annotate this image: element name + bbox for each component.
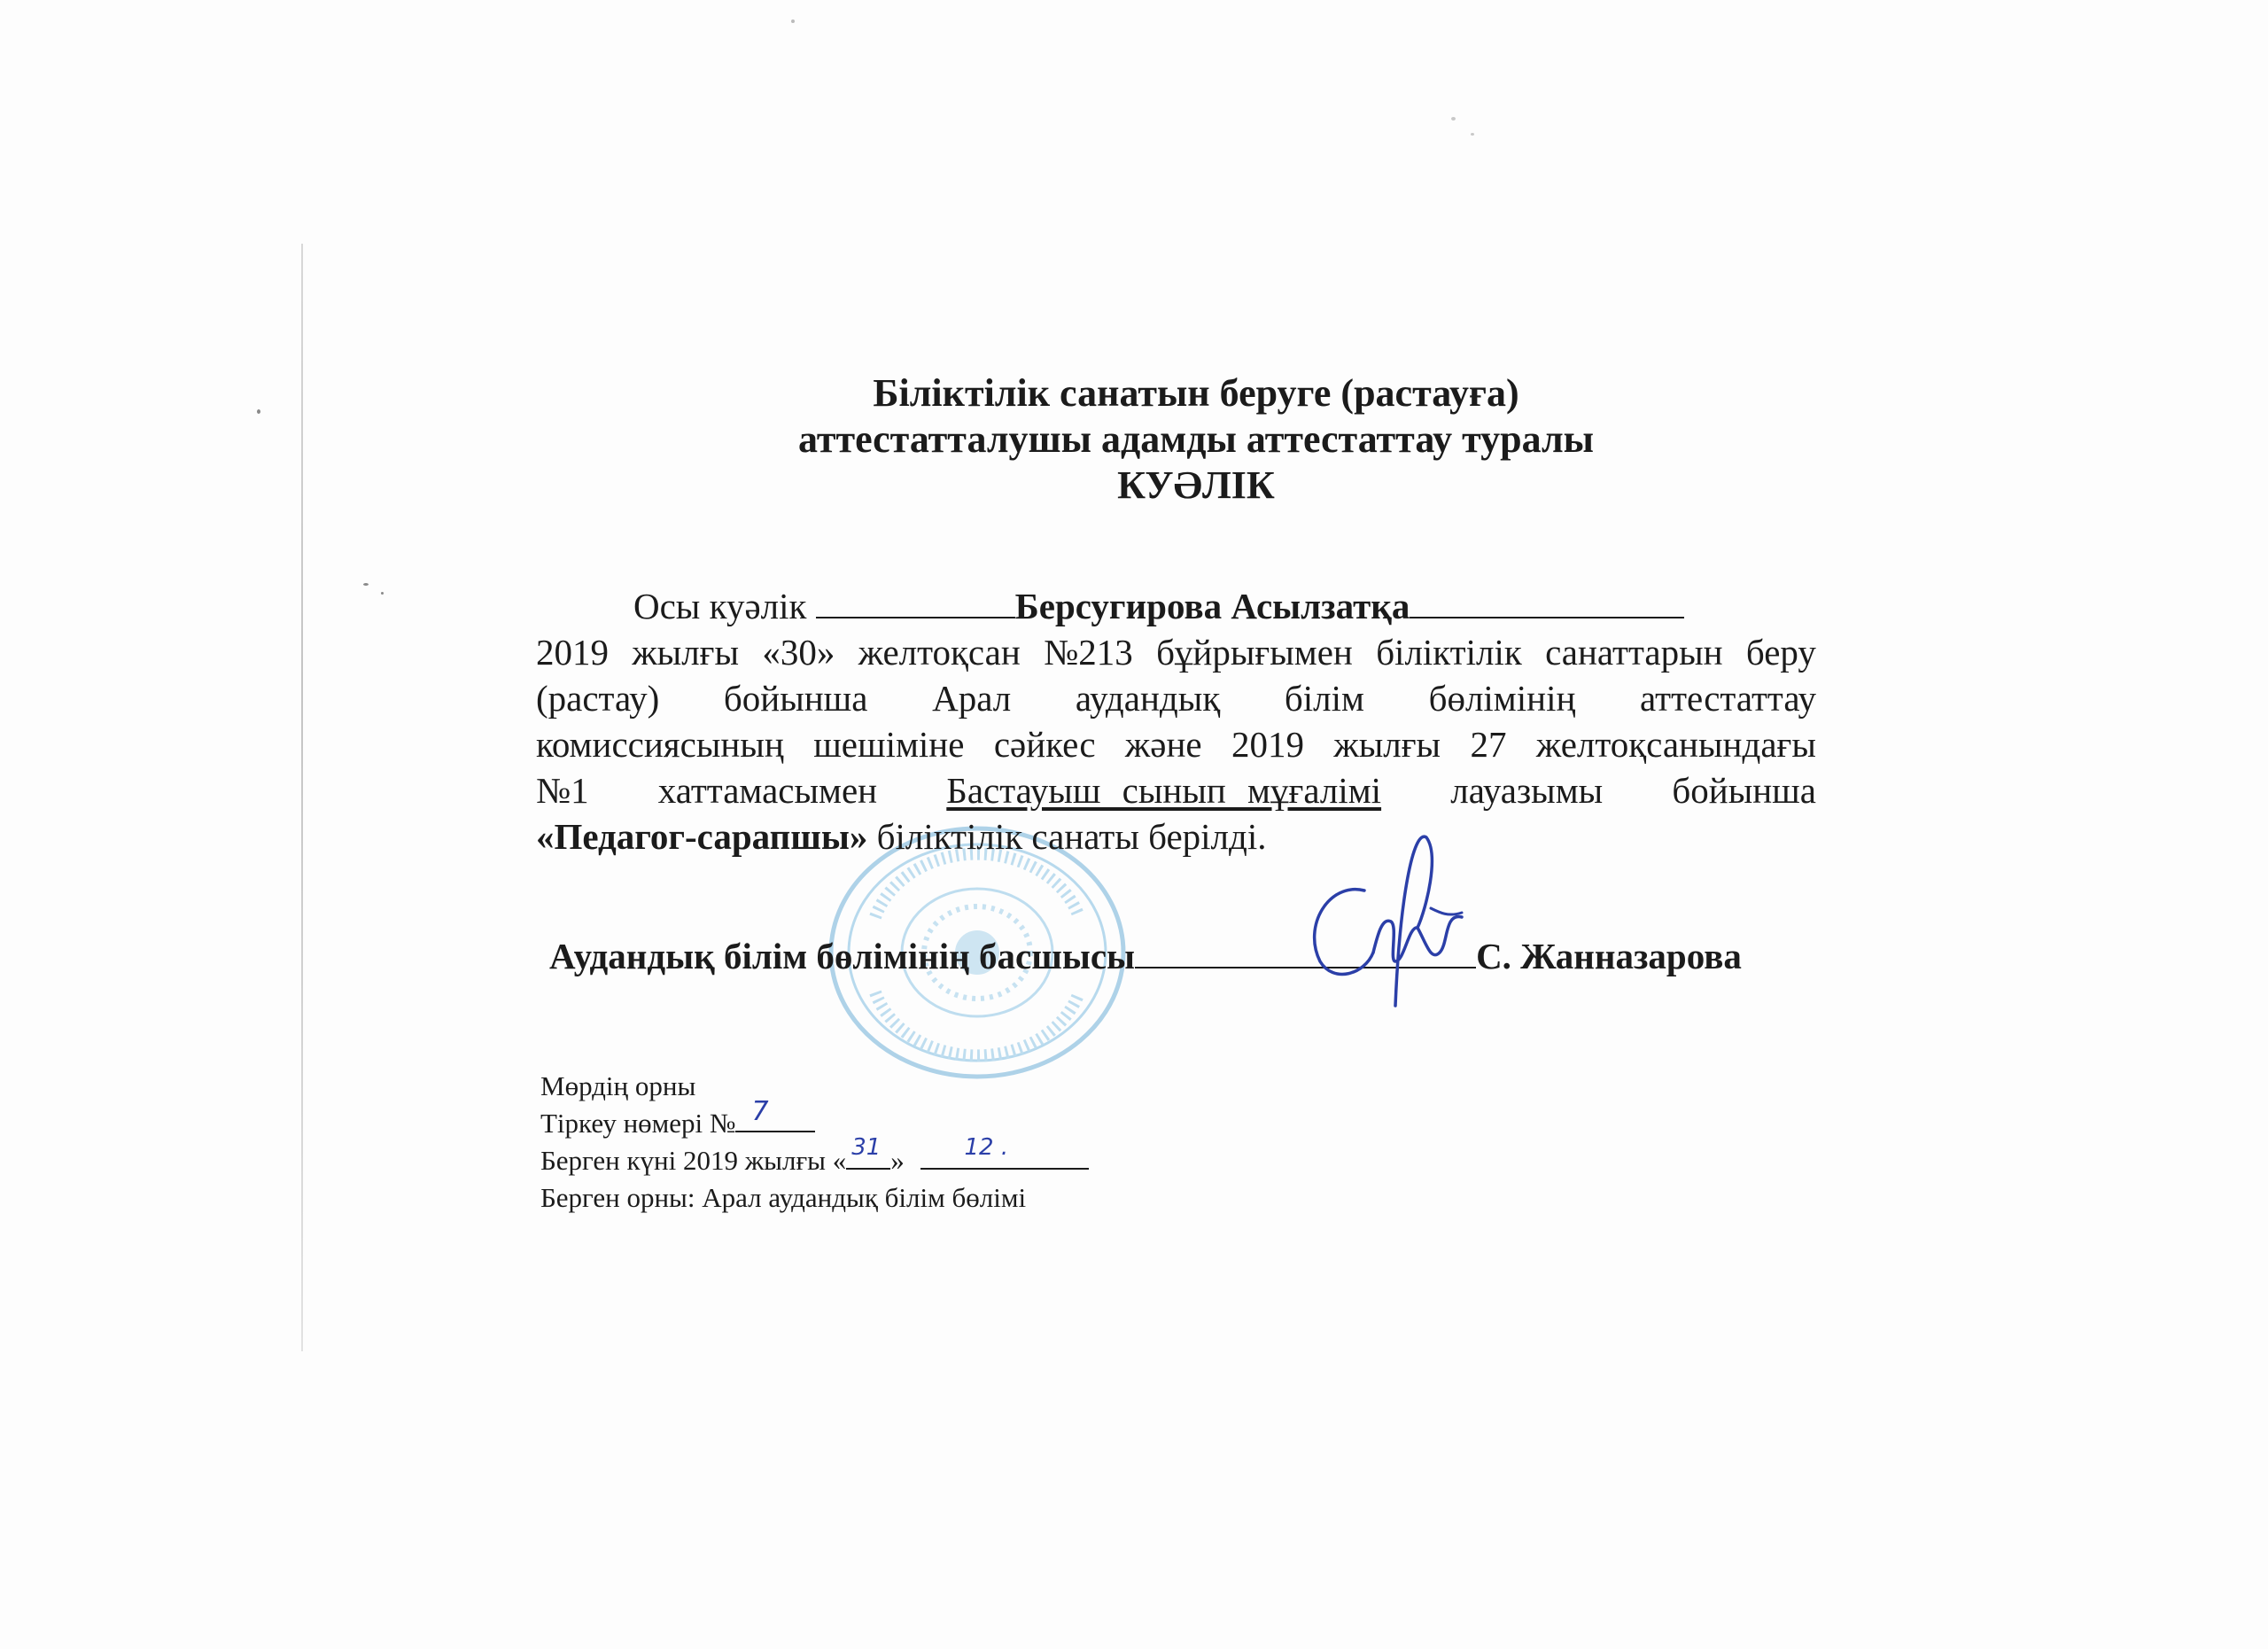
issue-date-label: Берген күні 2019 жылғы «: [540, 1145, 847, 1176]
word: және: [1124, 724, 1202, 765]
word: хаттамасымен: [657, 770, 878, 811]
word: шешіміне: [813, 724, 965, 765]
scan-speck: [381, 592, 384, 595]
issue-date-quote: »: [890, 1145, 905, 1176]
issue-date-row: [540, 1134, 1089, 1179]
body-line-1: [536, 583, 1816, 629]
word: бұйрығымен: [1156, 632, 1353, 673]
signature-row: [549, 935, 1742, 977]
body-line-2: [536, 629, 1816, 675]
word: аттестаттау: [1640, 678, 1816, 719]
scan-speck: [791, 19, 795, 23]
word: санаттарын: [1545, 632, 1723, 673]
qualification-category: «Педагог-сарапшы»: [536, 816, 868, 857]
issue-place: Берген орны: Арал аудандық білім бөлімі: [540, 1182, 1027, 1213]
issue-day: 31: [851, 1134, 882, 1161]
word: жылғы: [1333, 724, 1441, 765]
body-line-3: [536, 675, 1816, 721]
page-margin-line: [301, 244, 303, 1351]
word: №1: [536, 770, 589, 811]
signatory-name: С. Жанназарова: [1476, 936, 1742, 976]
body-line-5: [536, 767, 1816, 813]
scan-speck: [1451, 117, 1456, 121]
certificate-body: [536, 583, 1816, 860]
word: лауазымы: [1450, 770, 1604, 811]
word: бойынша: [1672, 770, 1816, 811]
word: бойынша: [723, 678, 868, 719]
signatory-role: Аудандық білім бөлімінің басшысы: [549, 936, 1136, 976]
intro-text: Осы куәлік: [633, 586, 807, 626]
issue-day-blank: [846, 1134, 890, 1170]
word: 27: [1470, 724, 1507, 765]
issue-month-blank: [920, 1134, 1089, 1170]
title-line-2: аттестатталушы адамды аттестаттау туралы: [797, 417, 1595, 461]
registration-number-blank: [735, 1096, 815, 1132]
word: желтоқсанындағы: [1535, 724, 1816, 765]
word: сәйкес: [993, 724, 1096, 765]
word: беру: [1745, 632, 1816, 673]
word: білім: [1284, 678, 1364, 719]
blank-line: [1410, 587, 1684, 618]
handwritten-signature: [1293, 828, 1471, 1023]
blank-line: [816, 587, 1015, 618]
word: жылғы: [632, 632, 740, 673]
scan-speck: [1471, 133, 1474, 136]
title-line-1: Біліктілік санатын беруге (растауға): [873, 371, 1519, 415]
certificate-title: [620, 370, 1772, 509]
registration-number-label: Тіркеу нөмері №: [540, 1108, 736, 1139]
word: 2019: [1231, 724, 1304, 765]
title-line-3: КУӘЛІК: [1117, 463, 1275, 507]
word: 2019: [536, 632, 609, 673]
registration-number: 7: [751, 1096, 769, 1127]
word: №213: [1044, 632, 1133, 673]
word: «30»: [762, 632, 835, 673]
scan-speck: [257, 409, 260, 414]
word: аудандық: [1075, 678, 1221, 719]
seal-place-label: Мөрдің орны: [540, 1070, 696, 1101]
issue-month: 12 .: [964, 1134, 1009, 1161]
recipient-name: Берсугирова Асылзатқа: [1014, 586, 1410, 626]
scan-speck: [363, 583, 369, 586]
body-line-6-tail: біліктілік санаты берілді.: [867, 816, 1267, 857]
word: желтоқсан: [858, 632, 1021, 673]
position-title: Бастауыш сынып мұғалімі: [946, 770, 1382, 811]
registration-footer: [540, 1068, 1089, 1217]
word: бөлімінің: [1428, 678, 1576, 719]
body-line-4: [536, 721, 1816, 767]
body-line-6: [536, 813, 1816, 860]
word: біліктілік: [1376, 632, 1522, 673]
word: (растау): [536, 678, 660, 719]
word: комиссиясының: [536, 724, 784, 765]
word: Арал: [932, 678, 1012, 719]
